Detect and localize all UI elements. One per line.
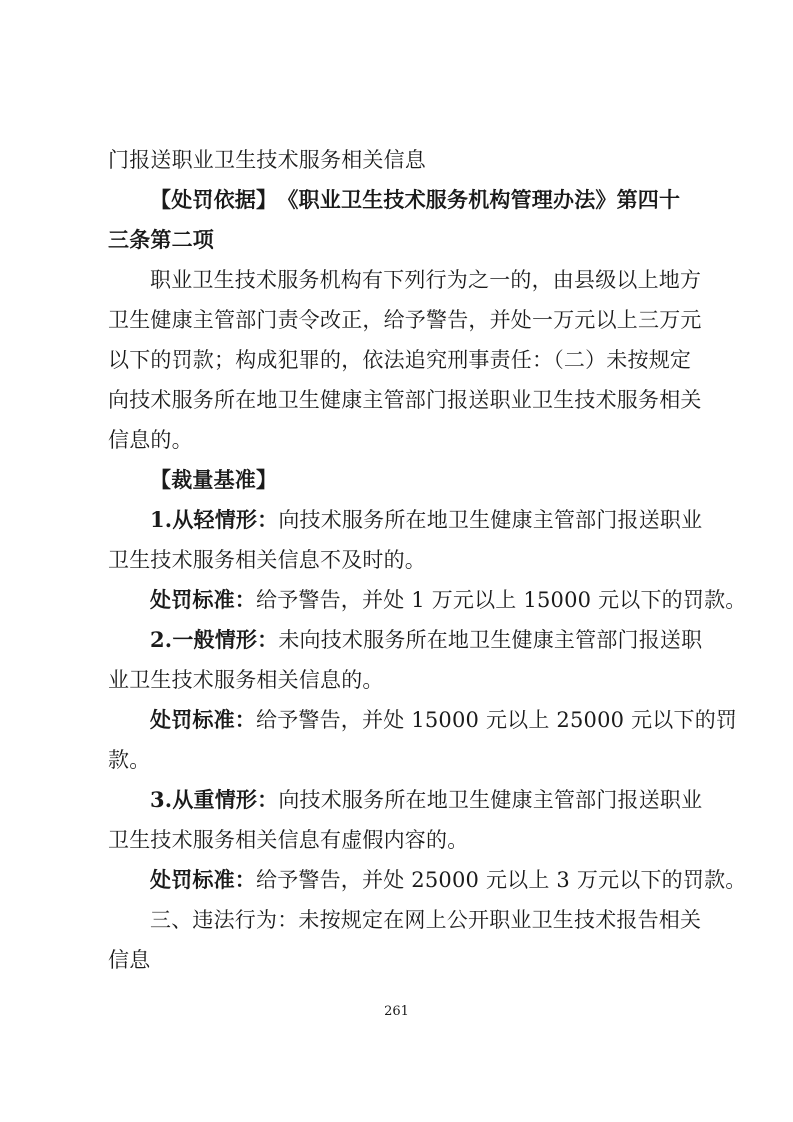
body-line	[150, 508, 702, 532]
line-text: 向技术服务所在地卫生健康主管部门报送职业卫生技术服务相关	[108, 388, 702, 412]
line-text: 卫生技术服务相关信息不及时的。	[108, 548, 426, 572]
body-line	[108, 548, 426, 572]
body-line	[108, 428, 193, 452]
line-text: 职业卫生技术服务机构有下列行为之一的，由县级以上地方	[150, 268, 702, 292]
body-line	[108, 348, 691, 372]
body-line	[150, 628, 702, 652]
line-text: 给予警告，并处 1 万元以上 15000 元以下的罚款。	[256, 588, 747, 612]
line-text: 业卫生技术服务相关信息的。	[108, 668, 384, 692]
line-text: 三条第二项	[108, 227, 214, 252]
section-heading-discretion	[150, 468, 277, 492]
penalty-label: 处罚标准：	[150, 587, 256, 612]
body-line	[150, 788, 702, 812]
penalty-label: 处罚标准：	[150, 707, 256, 732]
section-label: 【处罚依据】	[150, 187, 267, 212]
body-line	[108, 148, 426, 172]
penalty-standard-line	[150, 708, 737, 732]
line-text: 向技术服务所在地卫生健康主管部门报送职业	[278, 508, 703, 532]
penalty-standard-line	[150, 588, 746, 612]
case-label: 2.一般情形：	[150, 627, 279, 652]
body-line	[108, 948, 150, 972]
line-text: 信息的。	[108, 428, 193, 452]
body-line	[108, 748, 150, 772]
penalty-label: 处罚标准：	[150, 867, 256, 892]
body-line	[108, 308, 702, 332]
line-text: 《职业卫生技术服务机构管理办法》第四十	[266, 187, 681, 212]
case-label: 3.从重情形：	[150, 787, 279, 812]
line-text: 信息	[108, 948, 151, 972]
line-text: 门报送职业卫生技术服务相关信息	[108, 148, 426, 172]
section-heading-basis	[150, 188, 680, 212]
line-text: 三、违法行为：未按规定在网上公开职业卫生技术报告相关	[150, 908, 702, 932]
line-text: 款。	[108, 748, 151, 772]
body-line	[150, 268, 701, 292]
body-line	[108, 828, 468, 852]
line-text: 给予警告，并处 25000 元以上 3 万元以下的罚款。	[256, 868, 747, 892]
line-text: 卫生技术服务相关信息有虚假内容的。	[108, 828, 469, 852]
line-text: 未向技术服务所在地卫生健康主管部门报送职	[278, 628, 703, 652]
line-text: 以下的罚款；构成犯罪的，依法追究刑事责任：（二）未按规定	[108, 348, 692, 372]
page-number: 261	[384, 1004, 409, 1019]
section-label: 【裁量基准】	[150, 467, 278, 492]
line-text: 卫生健康主管部门责令改正，给予警告，并处一万元以上三万元	[108, 308, 702, 332]
penalty-standard-line	[150, 868, 746, 892]
line-text: 给予警告，并处 15000 元以上 25000 元以下的罚	[256, 708, 738, 732]
case-label: 1.从轻情形：	[150, 507, 279, 532]
body-line	[108, 668, 384, 692]
body-line	[108, 228, 214, 252]
line-text: 向技术服务所在地卫生健康主管部门报送职业	[278, 788, 703, 812]
body-line	[150, 908, 701, 932]
body-line	[108, 388, 702, 412]
